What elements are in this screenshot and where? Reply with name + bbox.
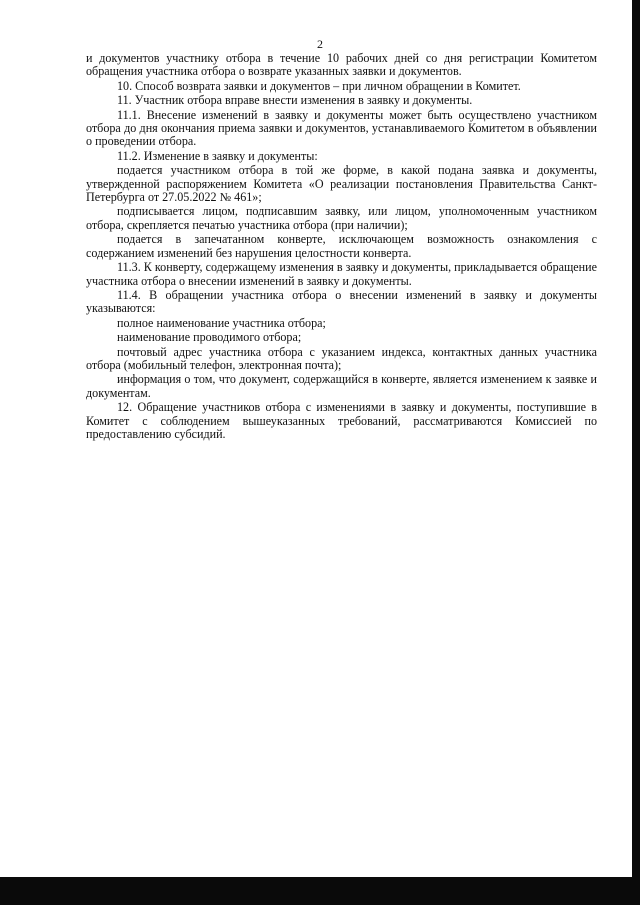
list-item-sealed-envelope: подается в запечатанном конверте, исключающем возможность ознакомления с содержанием изменений без нарушения целостности конверта.	[86, 232, 597, 260]
paragraph-11: 11. Участник отбора вправе внести изменения в заявку и документы.	[117, 93, 473, 108]
paragraph-continuation: и документов участнику отбора в течение 10 рабочих дней со дня регистрации Комитетом обращения участника отбора о возврате указанных заявки и документов.	[86, 51, 597, 79]
list-item-signed: подписывается лицом, подписавшим заявку, или лицом, уполномоченным участником отбора, скрепляется печатью участника отбора (при наличии);	[86, 204, 597, 232]
scan-border-bottom	[0, 877, 640, 905]
scan-border-right	[632, 0, 640, 905]
list-item-postal-address: почтовый адрес участника отбора с указанием индекса, контактных данных участника отбора (мобильный телефон, электронная почта);	[86, 344, 597, 372]
paragraph-11-2: 11.2. Изменение в заявку и документы:	[117, 148, 318, 163]
page-number: 2	[317, 37, 323, 51]
list-item-same-form: подается участником отбора в той же форме, в какой подана заявка и документы, утвержденной распоряжением Комитета «О реализации постановления Правительства Санкт-Петербурга от 27.05.2022 № 461»;	[86, 163, 597, 205]
paragraph-10: 10. Способ возврата заявки и документов – при личном обращении в Комитет.	[117, 78, 521, 93]
paragraph-11-4: 11.4. В обращении участника отбора о внесении изменений в заявку и документы указываются:	[86, 287, 597, 316]
document-body	[86, 52, 597, 441]
list-item-envelope-info: информация о том, что документ, содержащийся в конверте, является изменением к заявке и документам.	[86, 372, 597, 400]
paragraph-11-1: 11.1. Внесение изменений в заявку и документы может быть осуществлено участником отбора до дня окончания приема заявки и документов, устанавливаемого Комитетом в объявлении о проведении отбора.	[86, 107, 597, 149]
list-item-full-name: полное наименование участника отбора;	[117, 315, 326, 330]
list-item-selection-name: наименование проводимого отбора;	[117, 330, 302, 345]
paragraph-11-3: 11.3. К конверту, содержащему изменения в заявку и документы, прикладывается обращение участника отбора о внесении изменений в заявку и документы.	[86, 260, 597, 288]
paragraph-12: 12. Обращение участников отбора с изменениями в заявку и документы, поступившие в Комитет с соблюдением вышеуказанных требований, рассматриваются Комиссией по предоставлению субсидий.	[86, 400, 597, 441]
